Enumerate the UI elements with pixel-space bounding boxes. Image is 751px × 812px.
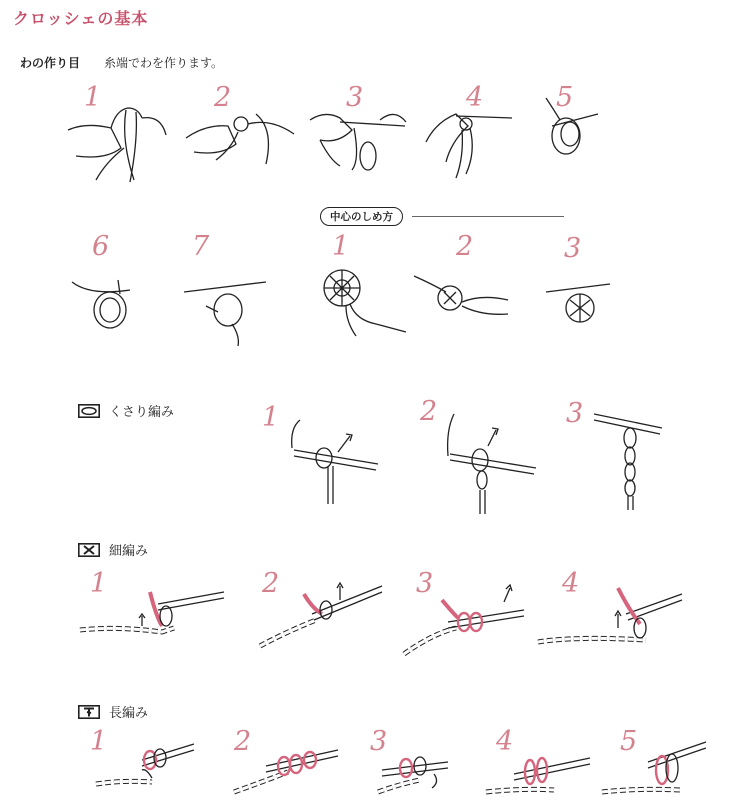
chain-label: くさり編み (109, 405, 175, 420)
dc-step-number: 4 (496, 726, 514, 757)
ring-step-7-illustration (180, 272, 270, 348)
t-symbol-icon (78, 705, 100, 719)
ring-step-5-illustration (542, 96, 602, 164)
divider-line (412, 216, 564, 217)
tighten-step-3-illustration (544, 274, 614, 330)
sc-step-1-illustration (78, 586, 228, 646)
ring-step-6-illustration (70, 272, 140, 334)
chain-step-number: 1 (262, 402, 280, 433)
dc-step-number: 2 (234, 726, 252, 757)
sc-step-number: 4 (562, 568, 580, 599)
ring-step-number: 1 (84, 82, 102, 113)
sc-step-3-illustration (402, 582, 526, 662)
tighten-step-number: 3 (564, 233, 582, 264)
chain-step-1-illustration (286, 418, 382, 510)
ring-step-3-illustration (310, 100, 410, 185)
ring-step-number: 2 (214, 82, 232, 113)
ring-step-number: 5 (556, 82, 574, 113)
single-crochet-label: 細編み (109, 544, 149, 559)
double-crochet-header (78, 702, 148, 721)
chain-step-2-illustration (440, 410, 540, 518)
double-crochet-label: 長編み (109, 706, 149, 721)
magic-ring-heading: わの作り目 (20, 56, 81, 70)
x-symbol-icon (78, 543, 100, 557)
dc-step-number: 3 (370, 726, 388, 757)
magic-ring-description: 糸端でわを作ります。 (104, 56, 224, 70)
ring-step-number: 7 (192, 231, 210, 262)
ring-step-2-illustration (186, 104, 296, 174)
chain-header (78, 401, 174, 420)
chain-step-3-illustration (590, 408, 670, 512)
sc-step-2-illustration (256, 580, 386, 652)
oval-chain-symbol-icon (78, 404, 100, 418)
sc-step-4-illustration (536, 584, 686, 654)
ring-step-number: 4 (466, 82, 484, 113)
ring-step-number: 3 (346, 82, 364, 113)
sc-step-number: 1 (90, 568, 108, 599)
ring-step-number: 6 (92, 231, 110, 262)
center-tighten-label: 中心のしめ方 (320, 207, 403, 226)
dc-step-5-illustration (600, 738, 710, 798)
sc-step-number: 3 (416, 568, 434, 599)
dc-step-number: 5 (620, 726, 638, 757)
single-crochet-header (78, 540, 148, 559)
dc-step-2-illustration (232, 742, 342, 796)
dc-step-3-illustration (376, 744, 452, 798)
dc-step-1-illustration (94, 738, 198, 794)
page-title: クロッシェの基本 (13, 9, 149, 28)
tighten-step-2-illustration (412, 266, 512, 326)
ring-step-1-illustration (66, 100, 176, 185)
ring-step-4-illustration (426, 102, 516, 182)
tighten-step-1-illustration (316, 262, 412, 344)
dc-step-number: 1 (90, 726, 108, 757)
tighten-step-number: 1 (332, 231, 350, 262)
dc-step-4-illustration (484, 744, 594, 798)
chain-step-number: 3 (566, 398, 584, 429)
sc-step-number: 2 (262, 568, 280, 599)
chain-step-number: 2 (420, 396, 438, 427)
center-tighten-header (320, 206, 570, 226)
tighten-step-number: 2 (456, 231, 474, 262)
